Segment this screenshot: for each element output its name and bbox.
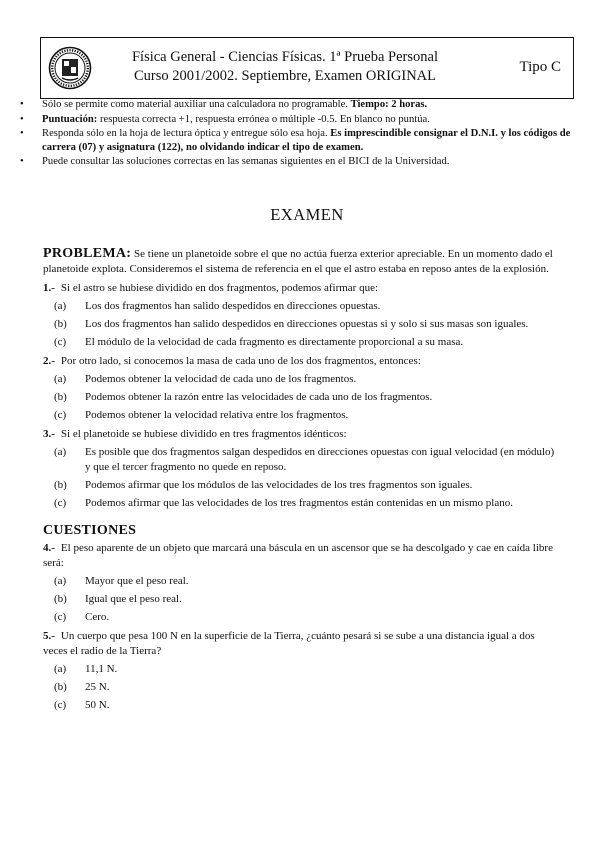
- bullet-icon: •: [20, 99, 24, 110]
- option-a: (a) Podemos obtener la velocidad de cada uno de los fragmentos.: [54, 373, 357, 385]
- question-4: 4.- El peso aparente de un objeto que marcará una báscula en un ascensor que se ha descolgado y cae en caída libre será:: [43, 542, 553, 569]
- options-q4: [43, 574, 557, 625]
- option-b: (b) 25 N.: [54, 681, 110, 693]
- instruction-item: • Puede consultar las soluciones correctas en las semanas siguientes en el BICI de la Universidad.: [20, 156, 450, 168]
- bullet-icon: •: [20, 113, 24, 125]
- question-3: 3.- Si el planetoide se hubiese dividido en tres fragmentos idénticos:: [43, 428, 347, 440]
- option-a: (a) 11,1 N.: [54, 663, 118, 675]
- course-title: Física General - Ciencias Físicas. 1ª Prueba Personal: [131, 49, 438, 65]
- option-a: (a) Mayor que el peso real.: [54, 575, 189, 587]
- option-c: (c) Podemos afirmar que las velocidades de los tres fragmentos están contenidas en un mismo plano.: [54, 497, 513, 509]
- instruction-item: • Puntuación: respuesta correcta +1, respuesta errónea o múltiple -0.5. En blanco no puntúa.: [20, 113, 430, 125]
- exam-header: [40, 37, 574, 99]
- question-5: 5.- Un cuerpo que pesa 100 N en la superficie de la Tierra, ¿cuánto pesará si se sube a una distancia igual a dos veces el radio de la Tierra?: [43, 630, 535, 657]
- question-2: 2.- Por otro lado, si conocemos la masa de cada uno de los dos fragmentos, entonces:: [43, 355, 421, 367]
- option-c: (c) Cero.: [54, 611, 110, 623]
- options-q1: [43, 299, 557, 350]
- option-a: (a) Es posible que dos fragmentos salgan despedidos en direcciones opuestas con igual velocidad (en módulo) y que el tercer fragmento no quede en reposo.: [54, 446, 555, 473]
- instruction-item: • Sólo se permite como material auxiliar una calculadora no programable. Tiempo: 2 horas.: [20, 99, 428, 110]
- exam-title-block: [105, 48, 465, 86]
- question-1: 1.- Si el astro se hubiese dividido en dos fragmentos, podemos afirmar que:: [43, 282, 379, 294]
- problem-heading: PROBLEMA:: [43, 246, 132, 261]
- option-c: (c) 50 N.: [54, 699, 110, 711]
- options-q2: [43, 372, 557, 423]
- exam-heading: EXAMEN: [270, 205, 344, 224]
- exam-type: Tipo C: [519, 59, 561, 75]
- instructions-list: [18, 98, 578, 170]
- session-title: Curso 2001/2002. Septiembre, Examen ORIGINAL: [133, 68, 437, 84]
- instruction-item: • Responda sólo en la hoja de lectura óptica y entregue sólo esa hoja. Es imprescindible consignar el D.N.I. y los códigos de carrera (07) y asignatura (122), no olvidando indicar el tipo de examen.: [20, 128, 571, 153]
- bullet-icon: •: [20, 156, 24, 168]
- problem-text: Se tiene un planetoide sobre el que no actúa fuerza exterior apreciable. En un momento dado el planetoide explota. Consideremos el sistema de referencia en el que el astro estaba en reposo antes de la explosión.: [43, 248, 553, 275]
- option-b: (b) Igual que el peso real.: [54, 593, 182, 605]
- university-seal-icon: [48, 46, 92, 90]
- option-c: (c) Podemos obtener la velocidad relativa entre los fragmentos.: [54, 409, 349, 421]
- exam-content: [43, 246, 557, 717]
- option-a: (a) Los dos fragmentos han salido despedidos en direcciones opuestas.: [54, 300, 381, 312]
- cuestiones-heading: CUESTIONES: [43, 523, 137, 538]
- option-b: (b) Los dos fragmentos han salido despedidos en direcciones opuestas si y solo si sus masas son iguales.: [54, 318, 529, 330]
- options-q5: [43, 662, 557, 713]
- option-c: (c) El módulo de la velocidad de cada fragmento es directamente proporcional a su masa.: [54, 336, 464, 348]
- option-b: (b) Podemos afirmar que los módulos de las velocidades de los tres fragmentos son iguales.: [54, 479, 473, 491]
- option-b: (b) Podemos obtener la razón entre las velocidades de cada uno de los fragmentos.: [54, 391, 433, 403]
- problem-statement: [43, 246, 557, 277]
- options-q3: [43, 445, 557, 511]
- bullet-icon: •: [20, 128, 24, 140]
